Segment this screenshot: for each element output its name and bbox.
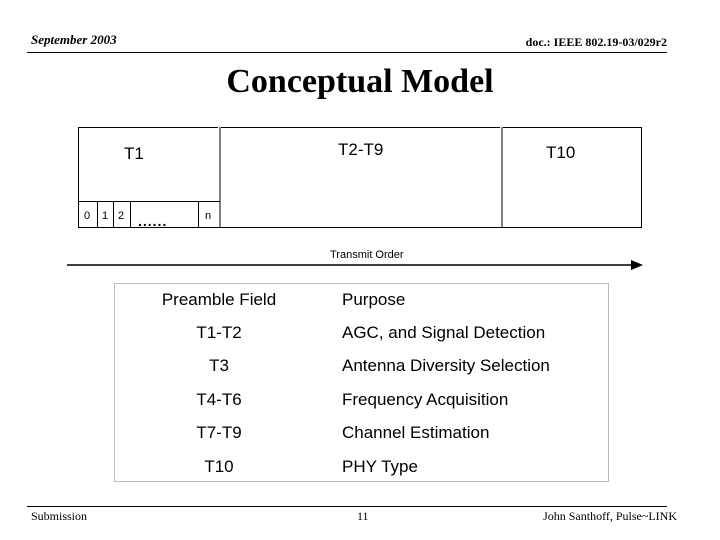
preamble-field-cell: T10 <box>204 456 234 476</box>
table-header-row <box>114 283 610 316</box>
tick-label-2: 2 <box>118 210 125 222</box>
preamble-field-cell: T1-T2 <box>196 323 242 343</box>
preamble-field-cell: T4-T6 <box>196 389 242 409</box>
header-preamble-field: Preamble Field <box>161 289 277 309</box>
table-row <box>114 417 610 450</box>
segment-label-t2-t9: T2-T9 <box>338 140 384 159</box>
footer-author: John Santhoff, Pulse~LINK <box>543 509 677 523</box>
table-row <box>114 450 610 483</box>
segment-label-t10: T10 <box>546 143 576 162</box>
purpose-cell: Channel Estimation <box>342 423 490 443</box>
header-purpose: Purpose <box>342 289 406 309</box>
footer-divider <box>27 506 667 507</box>
purpose-cell: Antenna Diversity Selection <box>342 356 550 376</box>
tick-ellipsis: ...... <box>138 213 168 229</box>
purpose-cell: AGC, and Signal Detection <box>342 323 546 343</box>
table-row <box>114 316 610 349</box>
header-doc-id: doc.: IEEE 802.19-03/029r2 <box>525 35 667 49</box>
table-row <box>114 383 610 416</box>
table-row <box>114 350 610 383</box>
segment-label-t1: T1 <box>124 144 144 163</box>
preamble-field-cell: T3 <box>209 356 229 376</box>
transmit-order-label: Transmit Order <box>330 249 404 261</box>
preamble-field-cell: T7-T9 <box>196 423 242 443</box>
tick-label-0: 0 <box>84 210 91 222</box>
purpose-cell: Frequency Acquisition <box>342 389 509 409</box>
header-divider <box>27 52 667 53</box>
slide-title: Conceptual Model <box>226 63 494 100</box>
tick-label-1: 1 <box>102 210 109 222</box>
purpose-cell: PHY Type <box>342 456 418 476</box>
preamble-diagram <box>78 127 642 228</box>
header-date: September 2003 <box>31 32 117 47</box>
footer-page-number: 11 <box>357 509 369 523</box>
preamble-table <box>114 283 610 483</box>
footer-submission: Submission <box>31 509 88 523</box>
transmit-order-arrow <box>67 258 647 272</box>
tick-label-n: n <box>205 210 212 222</box>
